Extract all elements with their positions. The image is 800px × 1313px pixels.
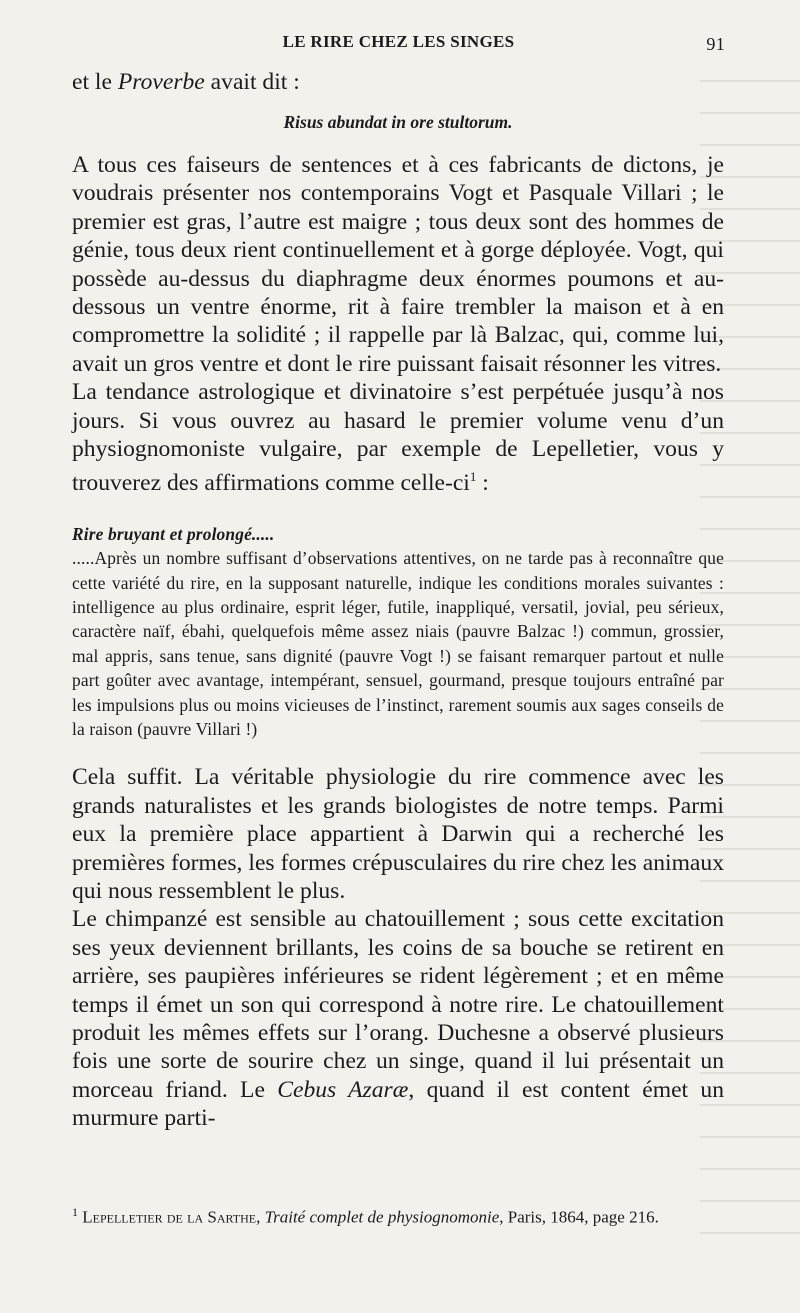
paragraph-4-text: Le chimpanzé est sensible au chatouillement ; sous cette excitation ses yeux deviennent brillants, les coins de sa bouche se retirent en arrière, ses paupières inférieures se rident légèrement ; et en même temps il émet un son qui correspond à notre rire. Le chatouillement produit les mêmes effets sur l’orang. Duchesne a observé plusieurs fois une sorte de sourire chez un singe, quand il lui présentait un morceau friand. Le <box>72 906 724 1103</box>
species-name: Cebus Azaræ <box>277 1076 409 1103</box>
footnote-author: Lepelletier de la Sarthe <box>82 1207 257 1227</box>
footnote <box>72 1200 724 1230</box>
lead-title: Proverbe <box>117 69 205 95</box>
page-header <box>72 32 725 56</box>
latin-motto: Risus abundat in ore stultorum. <box>283 112 513 132</box>
lead-line <box>72 68 724 96</box>
quote-body: .....Après un nombre suffisant d’observations attentives, on ne tarde pas à reconnaître que cette variété du rire, en la supposant naturelle, indique les conditions morales suivantes : intelligence au plus ordinaire, esprit léger, futile, inappliqué, versatil, jovial, peu sérieux, caractère naïf, ébahi, quelquefois même assez niais (pauvre Balzac !) commun, grossier, mal appris, sans tenue, sans dignité (pauvre Vogt !) se faisant remarquer partout et nulle part goûter avec avantage, intempérant, sensuel, gourmand, presque toujours entraîné par les impulsions plus ou moins vicieuses de l’instinct, rarement soumis aux sages conseils de la raison (pauvre Villari !) <box>72 548 724 739</box>
paragraph-2-end: : <box>476 470 489 497</box>
quote-title: Rire bruyant et prolongé..... <box>72 523 275 544</box>
footnote-ref: 1 <box>469 469 477 485</box>
footnote-rest: , Paris, 1864, page 216. <box>499 1207 659 1227</box>
page-number: 91 <box>706 34 725 54</box>
paragraph-2-text: La tendance astrologique et divinatoire s’est perpétuée jusqu’à nos jours. Si vous ouvrez au hasard le premier volume venu d’un physiognomoniste vulgaire, par exemple de Lepelletier, vous y trouverez des affirmations comme celle-ci <box>72 379 724 497</box>
paragraph-3: Cela suffit. La véritable physiologie du rire commence avec les grands naturalistes et les grands biologistes de notre temps. Parmi eux la première place appartient à Darwin qui a recherché les premières formes, les formes crépusculaires du rire chez les animaux qui nous ressemblent le plus. <box>72 764 724 905</box>
running-head: LE RIRE CHEZ LES SINGES <box>282 32 515 51</box>
paragraph-1: A tous ces faiseurs de sentences et à ces fabricants de dictons, je voudrais présenter nos contemporains Vogt et Pasquale Villari ; le premier est gras, l’autre est maigre ; tous deux sont des hommes de génie, tous deux rient continuellement et à gorge déployée. Vogt, qui possède au-dessus du diaphragme deux énormes poumons et au-dessous un ventre énorme, rit à faire trembler la maison et à en compromettre la solidité ; il rappelle par là Balzac, qui, comme lui, avait un gros ventre et dont le rire puissant faisait résonner les vitres. <box>72 152 724 377</box>
lead-prefix: et le <box>72 69 118 95</box>
footnote-title: Traité complet de physiognomonie <box>264 1207 500 1227</box>
block-quote <box>72 522 724 742</box>
page-body <box>72 68 724 1133</box>
footnote-sep: , <box>256 1207 265 1227</box>
footnote-mark: 1 <box>72 1205 78 1219</box>
paragraph-4 <box>72 905 724 1132</box>
lead-suffix: avait dit : <box>204 69 300 95</box>
paragraph-2 <box>72 378 724 497</box>
paragraph-4-end: , quand il est content émet un murmure parti- <box>72 1076 724 1132</box>
